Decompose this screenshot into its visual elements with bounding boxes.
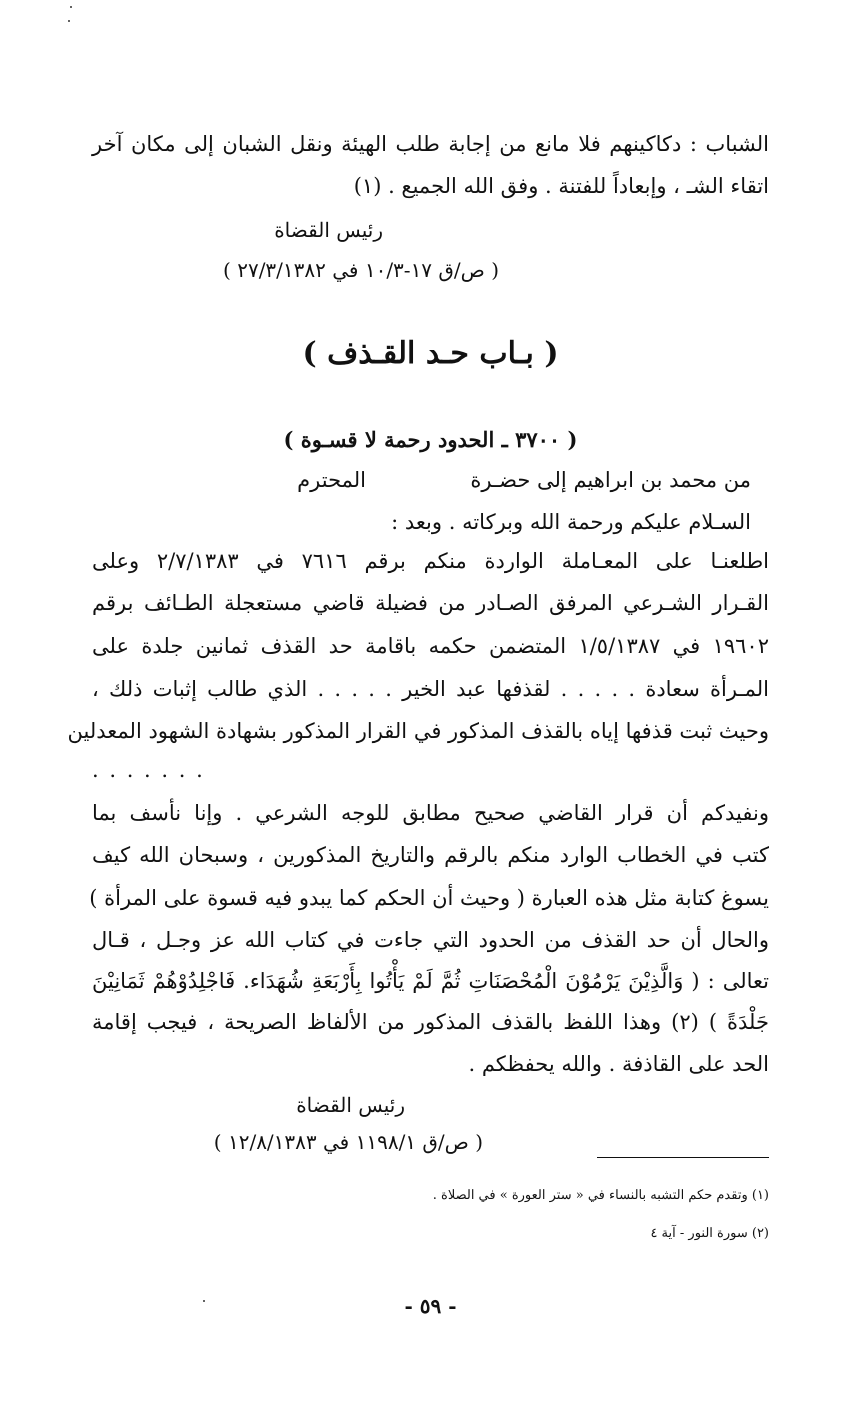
scan-speck (68, 20, 70, 22)
ellipsis: . . . . . . . (92, 758, 205, 782)
top-line-1: الشباب : دكاكينهم فلا مانع من إجابة طلب الهيئة ونقل الشبان إلى مكان آخر (92, 132, 769, 156)
footnote-divider (597, 1157, 769, 1158)
paragraph2-line: الحد على القاذفة . والله يحفظكم . (468, 1052, 769, 1076)
paragraph1-line: ١٩٦٠٢ في ١/٥/١٣٨٧ المتضمن حكمه باقامة حد القذف ثمانين جلدة على (92, 634, 769, 658)
paragraph2-line: والحال أن حد القذف من الحدود التي جاءت في كتاب الله عز وجـل ، قـال (92, 928, 769, 952)
section-title: ( ٣٧٠٠ ـ الحدود رحمة لا قسـوة ) (283, 427, 578, 452)
paragraph2-line: يسوغ كتابة مثل هذه العبارة ( وحيث أن الحكم كما يبدو فيه قسوة على المرأة ) (89, 886, 769, 910)
paragraph2-line: تعالى : ( وَالَّذِيْنَ يَرْمُوْنَ الْمُحْصَنَاتِ ثُمَّ لَمْ يَأْتُوا بِأَرْبَعَةِ شُهَدَاء. فَاجْلِدُوْهُمْ ثَمَانِيْنَ (92, 969, 769, 993)
footnote-2: (٢) سورة النور - آية ٤ (650, 1226, 769, 1241)
letter-honorific: المحترم (297, 468, 366, 492)
scan-speck (203, 1300, 205, 1302)
paragraph1-line: اطلعنـا على المعـاملة الواردة منكم برقم ٧٦١٦ في ٢/٧/١٣٨٣ وعلى (92, 549, 769, 573)
letter-address: من محمد بن ابراهيم إلى حضـرة (470, 468, 751, 492)
top-line-2: اتقاء الشـ ، وإبعاداً للفتنة . وفق الله الجميع . (١) (353, 174, 769, 198)
top-signature: رئيس القضاة (274, 218, 383, 242)
letter-greeting: السـلام عليكم ورحمة الله وبركاته . وبعد : (391, 510, 751, 534)
letter-signature: رئيس القضاة (296, 1093, 405, 1117)
paragraph2-line: ونفيدكم أن قرار القاضي صحيح مطابق للوجه الشرعي . وإنا نأسف بما (92, 801, 769, 825)
chapter-title: ( بـاب حـد القـذف ) (302, 336, 559, 371)
footnote-1: (١) وتقدم حكم التشبه بالنساء في « ستر العورة » في الصلاة . (432, 1188, 769, 1203)
top-reference: ( ص/ق ١٧‏-١٠/٣ في ٢٧/٣/١٣٨٢ ) (223, 258, 499, 282)
paragraph2-line: كتب في الخطاب الوارد منكم بالرقم والتاريخ المذكورين ، وسبحان الله كيف (92, 843, 769, 867)
letter-reference: ( ص/ق ١١٩٨/١ في ١٢/٨/١٣٨٣ ) (213, 1130, 483, 1154)
scan-speck (70, 6, 72, 8)
paragraph1-line: القـرار الشـرعي المرفق الصـادر من فضيلة قاضي مستعجلة الطـائف برقم (92, 591, 769, 615)
paragraph1-line: المـرأة سعادة . . . . . لقذفها عبد الخير . . . . . الذي طالب إثبات ذلك ، (92, 677, 769, 701)
paragraph2-line: جَلْدَةً ) (٢) وهذا اللفظ بالقذف المذكور من الألفاظ الصريحة ، فيجب إقامة (92, 1010, 769, 1034)
page-number: - ٥٩ - (404, 1294, 457, 1318)
paragraph1-line: وحيث ثبت قذفها إياه بالقذف المذكور في القرار المذكور بشهادة الشهود المعدلين (67, 719, 769, 743)
